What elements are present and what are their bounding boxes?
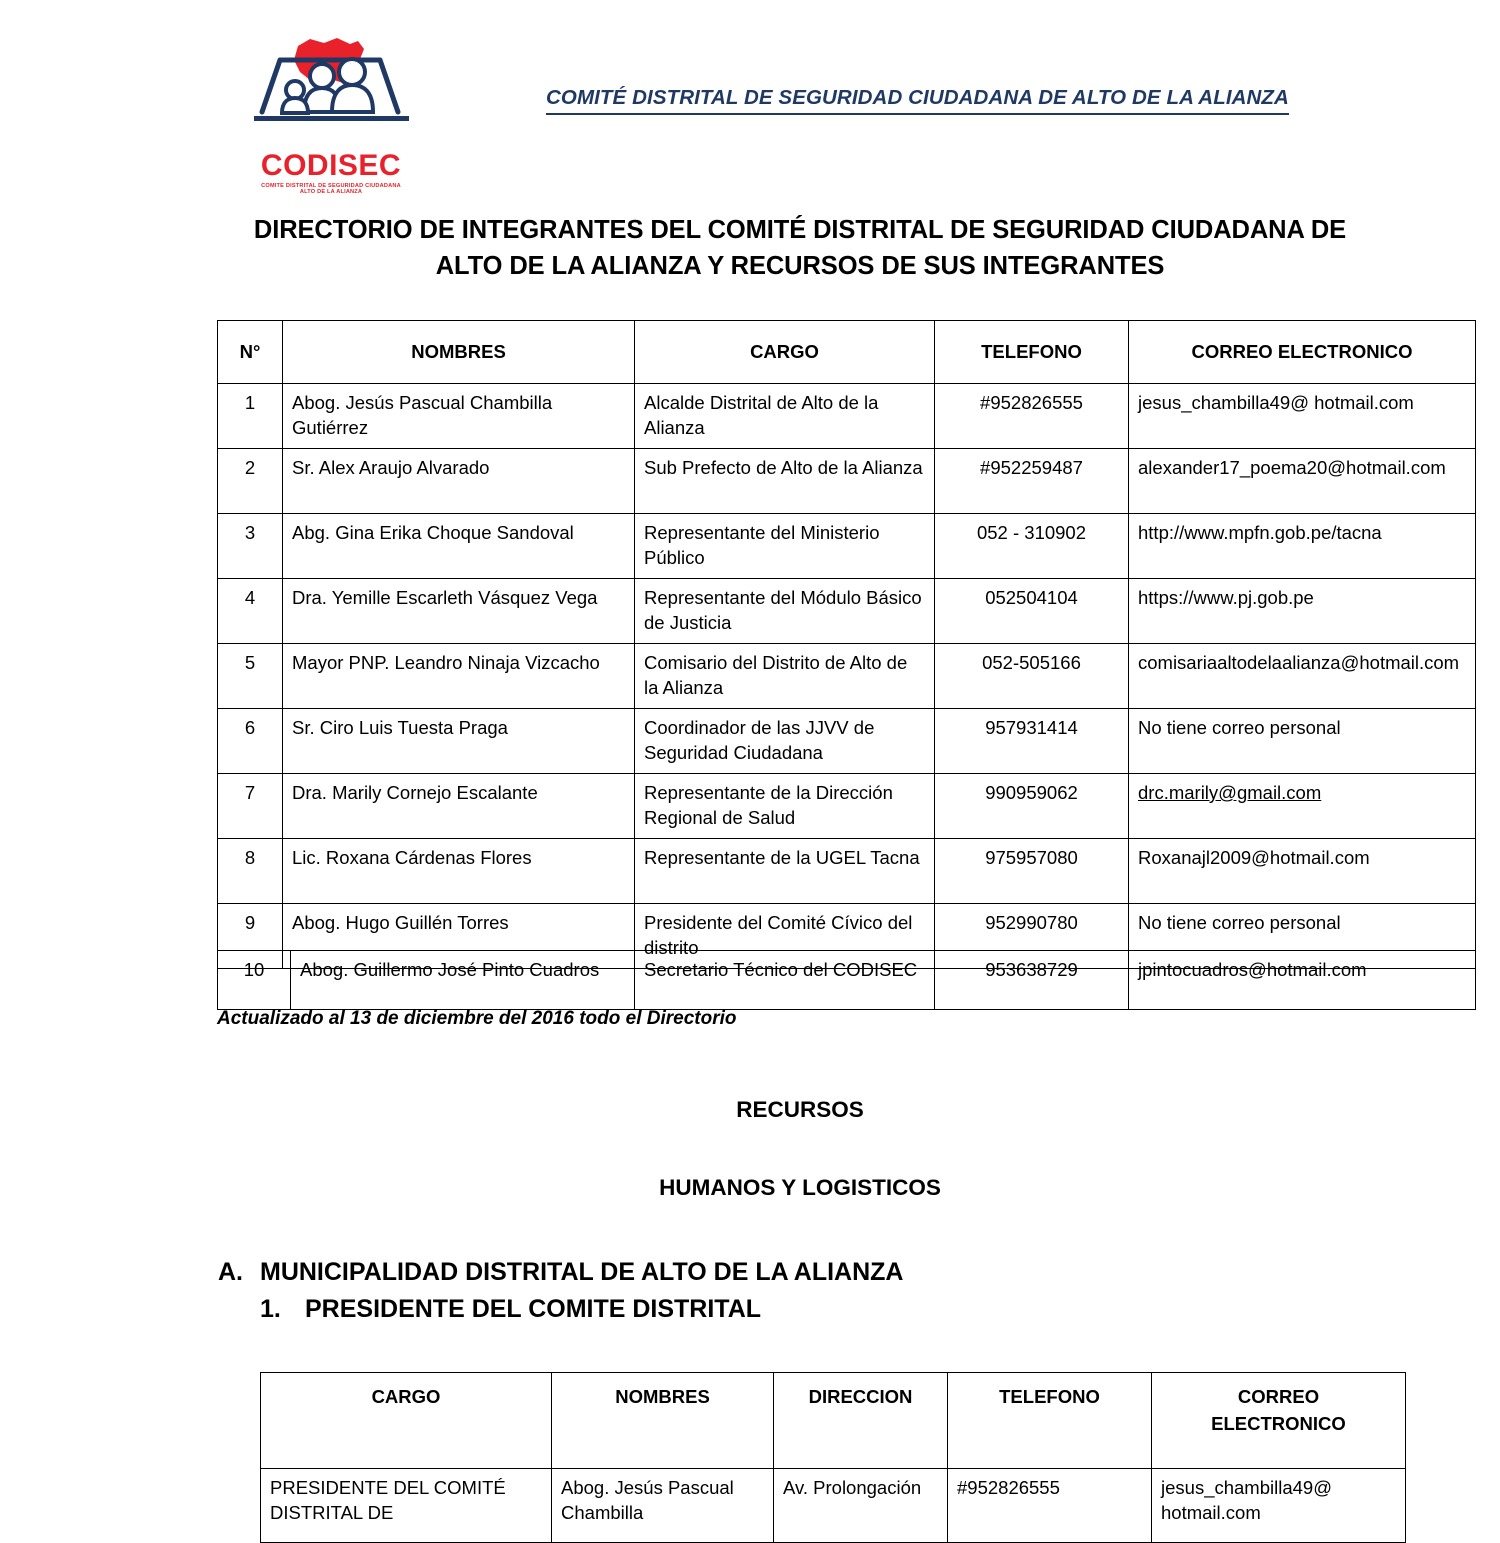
cell-cargo: Representante de la UGEL Tacna [635,839,935,904]
cell-correo: Roxanajl2009@hotmail.com [1129,839,1476,904]
column-header-cargo: CARGO [261,1373,552,1469]
cell-num: 1 [218,384,283,449]
table-row [218,579,1476,644]
column-header-cargo: CARGO [635,321,935,384]
updated-note: Actualizado al 13 de diciembre del 2016 todo el Directorio [217,1008,737,1029]
cell-correo: alexander17_poema20@hotmail.com [1129,449,1476,514]
cell-nombre: Abg. Gina Erika Choque Sandoval [283,514,635,579]
table-row [218,384,1476,449]
directory-table-continuation [217,950,1476,1010]
cell-nombre: Dra. Marily Cornejo Escalante [283,774,635,839]
table-header-row [218,321,1476,384]
resources-table [260,1372,1406,1543]
cell-num: 4 [218,579,283,644]
cell-cargo: Sub Prefecto de Alto de la Alianza [635,449,935,514]
table-row [218,709,1476,774]
cell-correo: http://www.mpfn.gob.pe/tacna [1129,514,1476,579]
cell-telefono: 052 - 310902 [935,514,1129,579]
cell-correo: No tiene correo personal [1129,709,1476,774]
cell-num: 8 [218,839,283,904]
header-title: COMITÉ DISTRITAL DE SEGURIDAD CIUDADANA DE ALTO DE LA ALIANZA [546,86,1289,115]
cell-cargo: Secretario Técnico del CODISEC [635,951,935,1010]
cell-nombre: Lic. Roxana Cárdenas Flores [283,839,635,904]
column-header-telefono: TELEFONO [948,1373,1152,1469]
email-link[interactable]: drc.marily@gmail.com [1138,782,1322,803]
cell-telefono: 052504104 [935,579,1129,644]
cell-correo: jesus_chambilla49@ hotmail.com [1129,384,1476,449]
column-header-correo-line2: ELECTRONICO [1211,1412,1346,1434]
column-header-telefono: TELEFONO [935,321,1129,384]
cell-direccion: Av. Prolongación [774,1469,948,1543]
cell-nombre: Abog. Jesús Pascual Chambilla Gutiérrez [283,384,635,449]
resources-table-body [261,1469,1406,1543]
cell-telefono: #952826555 [935,384,1129,449]
cell-num: 6 [218,709,283,774]
directory-table-body [218,384,1476,969]
cell-correo: comisariaaltodelaalianza@hotmail.com [1129,644,1476,709]
cell-nombre: Sr. Ciro Luis Tuesta Praga [283,709,635,774]
page-title [215,212,1385,284]
page-header [0,0,1500,195]
directory-table-continuation-body [218,951,1476,1010]
cell-cargo: Coordinador de las JJVV de Seguridad Ciudadana [635,709,935,774]
cell-telefono: 975957080 [935,839,1129,904]
cell-nombre: Abog. Jesús Pascual Chambilla [552,1469,774,1543]
codisec-logo [238,32,424,195]
cell-correo: jpintocuadros@hotmail.com [1129,951,1476,1010]
table-row [218,774,1476,839]
cell-num: 7 [218,774,283,839]
cell-cargo: Alcalde Distrital de Alto de la Alianza [635,384,935,449]
cell-cargo: PRESIDENTE DEL COMITÉ DISTRITAL DE [261,1469,552,1543]
cell-telefono: #952826555 [948,1469,1152,1543]
cell-correo: https://www.pj.gob.pe [1129,579,1476,644]
cell-cargo: Presidente del Comité Cívico del distrito [635,904,935,969]
outline-1-label: PRESIDENTE DEL COMITE DISTRITAL [305,1295,762,1323]
cell-telefono: 990959062 [935,774,1129,839]
outline-a-label: MUNICIPALIDAD DISTRITAL DE ALTO DE LA ALIANZA [260,1258,904,1286]
cell-num: 2 [218,449,283,514]
cell-num: 9 [218,904,283,969]
cell-cargo: Representante de la Dirección Regional de Salud [635,774,935,839]
table-row [261,1469,1406,1543]
column-header-correo: CORREO ELECTRONICO [1129,321,1476,384]
cell-num: 5 [218,644,283,709]
cell-nombre: Mayor PNP. Leandro Ninaja Vizcacho [283,644,635,709]
cell-telefono: 952990780 [935,904,1129,969]
cell-telefono: 957931414 [935,709,1129,774]
outline-item-a [218,1258,903,1287]
cell-cargo: Representante del Ministerio Público [635,514,935,579]
table-row [218,644,1476,709]
section-heading-humanos: HUMANOS Y LOGISTICOS [659,1175,941,1200]
cell-nombre: Abog. Hugo Guillén Torres [283,904,635,969]
outline-1-marker: 1. [260,1295,281,1323]
table-row [218,514,1476,579]
column-header-nombres: NOMBRES [552,1373,774,1469]
logo-subtitle-line1: COMITE DISTRITAL DE SEGURIDAD CIUDADANA [261,183,401,189]
cell-correo-link [1129,774,1476,839]
cell-telefono: #952259487 [935,449,1129,514]
outline-a-marker: A. [218,1258,243,1286]
cell-correo: No tiene correo personal [1129,904,1476,969]
column-header-nombres: NOMBRES [283,321,635,384]
cell-num: 3 [218,514,283,579]
table-row [218,449,1476,514]
cell-telefono: 052-505166 [935,644,1129,709]
cell-telefono: 953638729 [935,951,1129,1010]
section-heading-recursos: RECURSOS [736,1097,864,1122]
column-header-num: N° [218,321,283,384]
codisec-logo-graphic [238,32,424,152]
cell-nombre: Sr. Alex Araujo Alvarado [283,449,635,514]
cell-cargo: Representante del Módulo Básico de Justicia [635,579,935,644]
cell-nombre: Dra. Yemille Escarleth Vásquez Vega [283,579,635,644]
directory-table [217,320,1476,969]
column-header-correo-line1: CORREO [1237,1386,1320,1407]
page-title-line1: DIRECTORIO DE INTEGRANTES DEL COMITÉ DISTRITAL DE SEGURIDAD CIUDADANA DE [253,216,1347,244]
page-title-line2: ALTO DE LA ALIANZA Y RECURSOS DE SUS INTEGRANTES [435,252,1165,281]
outline-item-1 [260,1295,761,1324]
table-header-row [261,1373,1406,1469]
cell-num: 10 [218,951,291,1010]
column-header-correo [1152,1373,1406,1469]
cell-cargo: Comisario del Distrito de Alto de la Alianza [635,644,935,709]
cell-nombre: Abog. Guillermo José Pinto Cuadros [291,951,635,1010]
table-row [218,839,1476,904]
table-row [218,951,1476,1010]
cell-correo: jesus_chambilla49@ hotmail.com [1152,1469,1406,1543]
logo-wordmark: CODISEC [260,149,402,182]
column-header-direccion: DIRECCION [774,1373,948,1469]
logo-subtitle-line2: ALTO DE LA ALIANZA [299,189,363,195]
